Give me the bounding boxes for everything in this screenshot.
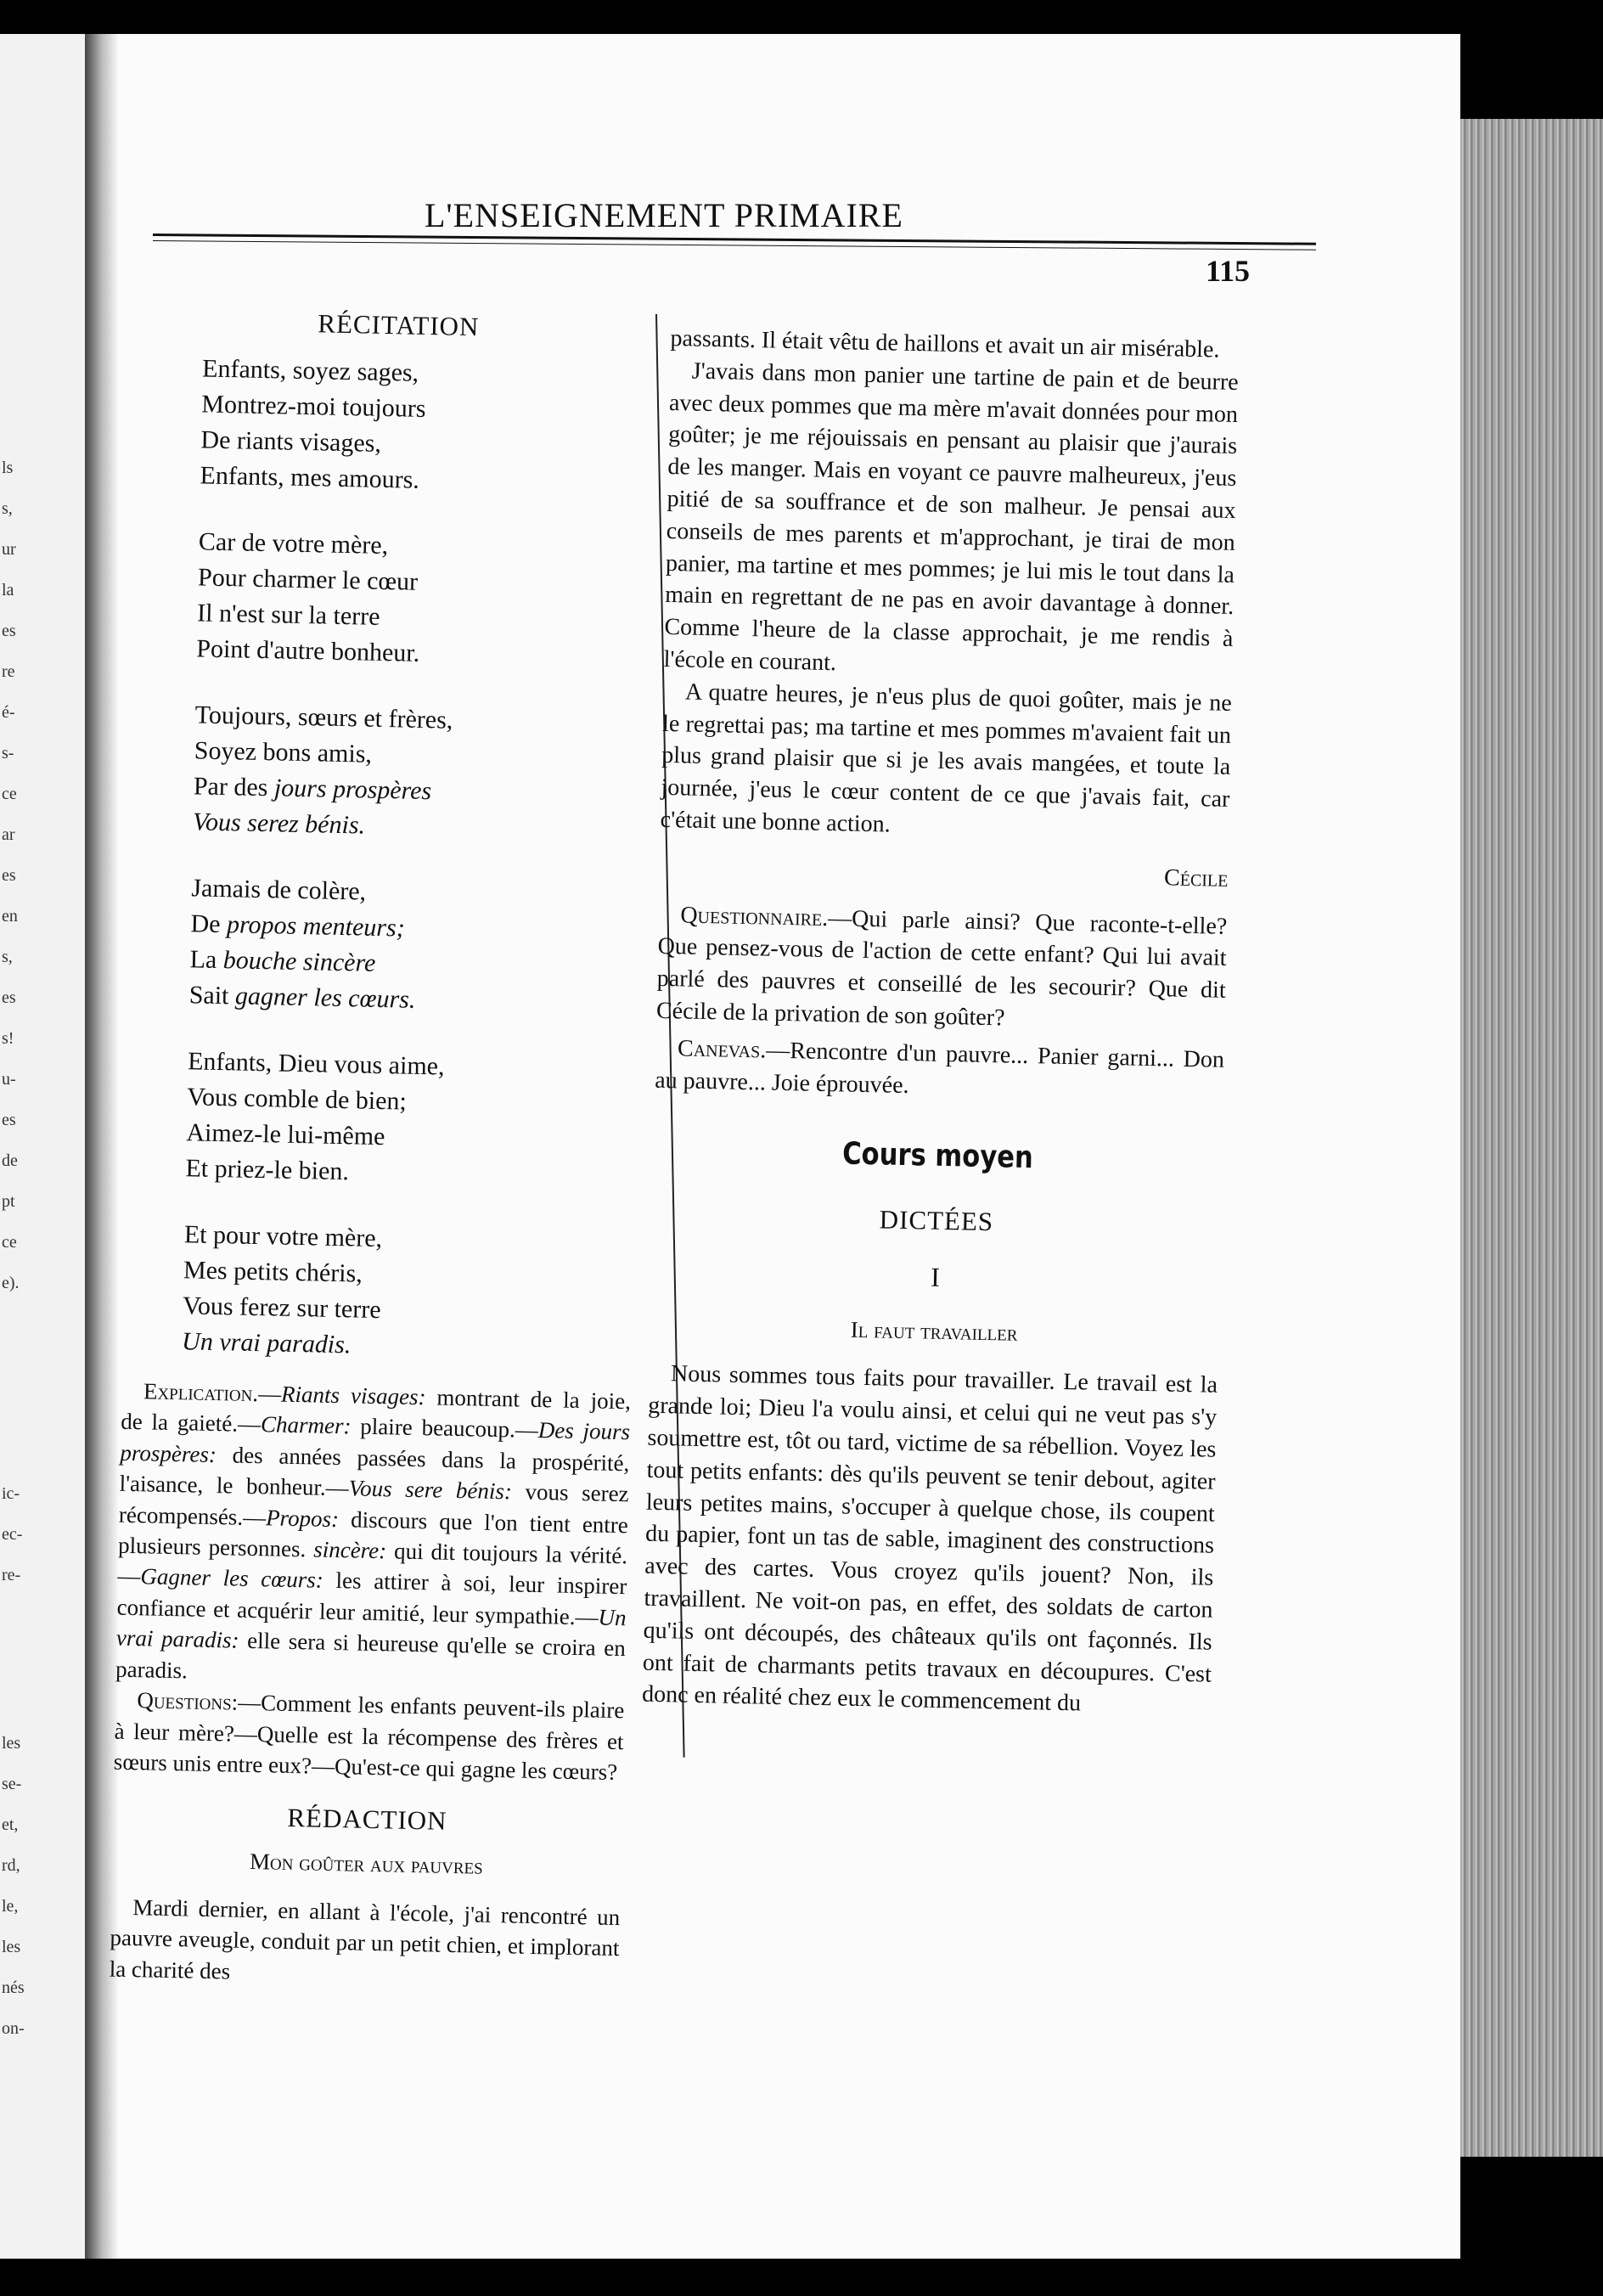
poem-line: Et pour votre mère, [183, 1220, 383, 1252]
margin-fragment: é- [2, 703, 15, 722]
margin-fragment: le, [2, 1897, 19, 1916]
margin-fragment: on- [2, 2019, 25, 2038]
questionnaire-text: —Qui parle ainsi? Que raconte-t-elle? Que pensez-vous de l'action de cette enfant? Qui lui avait parlé des pauvres et conseillé de les secourir? Que dit Cécile de la privation de son goûter? [655, 904, 1228, 1032]
poem-line: Car de votre mère, [198, 527, 389, 560]
recitation-heading: RÉCITATION [318, 308, 480, 342]
poem-line: Toujours, sœurs et frères, [194, 701, 453, 734]
poem-word: La [189, 945, 217, 974]
dictees-heading: DICTÉES [879, 1204, 994, 1237]
questions-paragraph [113, 1685, 624, 1788]
questions-label: Questions: [137, 1687, 239, 1715]
margin-fragment: ur [2, 540, 16, 559]
margin-fragment: s! [2, 1029, 14, 1048]
margin-fragment: u- [2, 1070, 16, 1089]
margin-fragment: et, [2, 1815, 19, 1834]
canevas-text: —Rencontre d'un pauvre... Panier garni... Don au pauvre... Joie éprouvée. [654, 1037, 1225, 1099]
page-number: 115 [1206, 254, 1251, 288]
left-column [109, 297, 653, 1995]
explication-paragraph [115, 1376, 631, 1696]
margin-fragment: la [2, 581, 14, 599]
right-column [642, 323, 1240, 1723]
explication-segment: discours que l'on tient entre plusieurs personnes. [117, 1505, 629, 1562]
margin-fragment: se- [2, 1775, 22, 1793]
poem-italic: bouche sincère [222, 945, 376, 977]
explication-label: Explication. [143, 1378, 259, 1406]
poem-italic: jours prospères [273, 774, 432, 806]
poem-line: Enfants, soyez sages, [201, 354, 419, 387]
poem-line: Soyez bons amis, [194, 736, 373, 768]
poem-line: De riants visages, [200, 425, 382, 458]
dictee-numeral: I [930, 1261, 941, 1292]
explication-segment: Propos: [265, 1504, 340, 1532]
redaction-paragraph-3: A quatre heures, je n'eus plus de quoi goûter, mais je ne le regrettai pas; ma tartine et mes pommes m'avaient fait un plus grand plaisir que si je les avais mangées, et toute la journée, j'eus le cœur content de ce que j'avais fait, car c'était une bonne action. [660, 678, 1233, 838]
margin-fragment: es [2, 1111, 16, 1129]
poem-line: Montrez-moi toujours [201, 390, 426, 423]
poem-line: Vous comble de bien; [186, 1083, 408, 1116]
document-page [85, 34, 1460, 2259]
margin-fragment: re- [2, 1566, 21, 1584]
margin-fragment: ls [2, 459, 14, 477]
poem-line: Enfants, Dieu vous aime, [187, 1047, 445, 1081]
margin-fragment: nés [2, 1978, 25, 1997]
redaction-paragraph-2: J'avais dans mon panier une tartine de pain et de beurre avec deux pommes que ma mère m'avait données pour mon goûter; je me réjouissais en pensant au plaisir que j'aurais de les manger. Mais en voyant ce pauvre malheureux, j'eus pitié de sa souffrance et de son malheur. Je pensai aux conseils de mes parents et m'approchant, je tirai de mon panier, ma tartine et mes pommes; je lui mis le tout dans la main en regrettant de ne pas en avoir davantage à donner. Comme l'heure de la classe approchait, je me rendis à l'école en courant. [663, 357, 1239, 677]
stanza-4 [188, 870, 641, 1022]
margin-fragment: de [2, 1151, 18, 1170]
redaction-heading: RÉDACTION [287, 1802, 447, 1836]
margin-fragment: rd, [2, 1856, 20, 1875]
margin-fragment: les [2, 1938, 21, 1956]
explication-segment: plaire beaucoup.— [351, 1413, 539, 1443]
explication-segment: montrant de la joie, de la gaieté.— [120, 1384, 632, 1438]
margin-fragment: ic- [2, 1484, 20, 1503]
author-signature: Cécile [1163, 864, 1229, 892]
margin-fragment: es [2, 622, 16, 640]
poem-line: Mes petits chéris, [183, 1256, 363, 1288]
margin-fragment: es [2, 988, 16, 1007]
poem-line: Vous ferez sur terre [182, 1292, 381, 1324]
margin-fragment: ce [2, 785, 17, 803]
poem-word: Par des [193, 772, 268, 802]
poem-line: Aimez-le lui-même [186, 1118, 385, 1151]
margin-fragments [0, 34, 85, 2259]
questionnaire-label: Questionnaire. [680, 901, 829, 931]
margin-fragment: re [2, 662, 15, 681]
poem-italic: propos menteurs; [226, 910, 406, 943]
canevas-paragraph [655, 1033, 1224, 1109]
stanza-6 [182, 1217, 634, 1369]
margin-fragment: e). [2, 1274, 20, 1292]
explication-segment: vous serez récompensés.— [118, 1478, 629, 1530]
explication-segment: — [257, 1380, 282, 1407]
explication-segment: les attirer à soi, leur inspirer confiance et acquérir leur amitié, leur sympathie.— [116, 1567, 627, 1630]
explication-segment: Vous sere bénis: [348, 1475, 513, 1505]
margin-fragment: s, [2, 499, 13, 518]
redaction-paragraph-1b: passants. Il était vêtu de haillons et avait un air misérable. [670, 324, 1220, 363]
poem-line: Jamais de colère, [191, 874, 367, 906]
explication-segment: Riants visages: [280, 1381, 426, 1410]
stanza-1 [200, 351, 652, 503]
poem-line: Vous serez bénis. [192, 808, 366, 840]
poem-line: Et priez-le bien. [185, 1154, 350, 1186]
previous-page-strip [0, 34, 85, 2259]
cours-moyen-heading: Cours moyen [841, 1136, 1034, 1176]
header-rule-thick [153, 234, 1316, 245]
stanza-2 [196, 524, 649, 676]
redaction-subtitle: Mon goûter aux pauvres [249, 1849, 484, 1880]
margin-fragment: en [2, 907, 18, 926]
margin-fragment: es [2, 866, 16, 885]
explication-segment: sincère: [312, 1536, 387, 1564]
poem-line: Point d'autre bonheur. [196, 634, 420, 667]
explication-segment: des années passées dans la prospérité, l'aisance, le bonheur.— [119, 1441, 630, 1501]
explication-segment: qui dit toujours la vérité.— [117, 1538, 628, 1590]
margin-fragment: s- [2, 744, 14, 763]
running-header: L'ENSEIGNEMENT PRIMAIRE [425, 196, 903, 234]
dictee-subtitle: Il faut travailler [850, 1316, 1018, 1346]
poem-word: Sait [188, 981, 229, 1010]
explication-segment: Un vrai paradis: [115, 1604, 627, 1654]
questions-text: —Comment les enfants peuvent-ils plaire à leur mère?—Quelle est la récompense des frères et sœurs unis entre eux?—Qu'est-ce qui gagne les cœurs? [113, 1689, 625, 1786]
margin-fragment: ar [2, 825, 15, 844]
poem-line: Enfants, mes amours. [200, 461, 420, 494]
explication-segment: Gagner les cœurs: [140, 1563, 324, 1594]
redaction-paragraph-1a: Mardi dernier, en allant à l'école, j'ai rencontré un pauvre aveugle, conduit par un petit chien, et implorant la charité des [109, 1894, 621, 1984]
poem-word: De [190, 909, 221, 938]
margin-fragment: s, [2, 948, 13, 966]
poem-italic: gagner les cœurs. [234, 982, 416, 1014]
poem-line: Un vrai paradis. [181, 1327, 352, 1359]
margin-fragment: les [2, 1734, 21, 1753]
poem-line: Pour charmer le cœur [197, 563, 419, 596]
explication-segment: elle sera si heureuse qu'elle se croira en paradis. [115, 1628, 627, 1684]
explication-segment: Des jours prospères: [120, 1417, 631, 1467]
margin-fragment: ce [2, 1233, 17, 1252]
page-edge-stack [1460, 119, 1603, 2157]
explication-segment: Charmer: [260, 1411, 352, 1439]
poem-line: Il n'est sur la terre [196, 599, 380, 631]
dictee-text: Nous sommes tous faits pour travailler. Le travail est la grande loi; Dieu l'a voulu ainsi, et celui qui ne veut pas s'y soumettre est, tôt ou tard, victime de sa rébellion. Voyez les tout petits enfants: dès qu'ils peuvent se tenir debout, agiter leurs petites mains, s'occuper à quelque chose, ils coupent du papier, font un tas de sable, imaginent des constructions avec des cartes. Vous croyez qu'ils jouent? Non, ils travaillent. Ne voit-on pas, en effet, des soldats de carton qu'ils ont découpés, des châteaux qu'ils ont façonnés. Ils ont fait de charmants petits travaux en découpures. C'est donc en réalité chez eux le commencement du [641, 1360, 1218, 1717]
canevas-label: Canevas. [677, 1035, 767, 1064]
questionnaire-paragraph [656, 898, 1228, 1038]
stanza-3 [193, 697, 645, 849]
margin-fragment: ec- [2, 1525, 23, 1544]
stanza-5 [185, 1044, 638, 1196]
margin-fragment: pt [2, 1192, 15, 1211]
